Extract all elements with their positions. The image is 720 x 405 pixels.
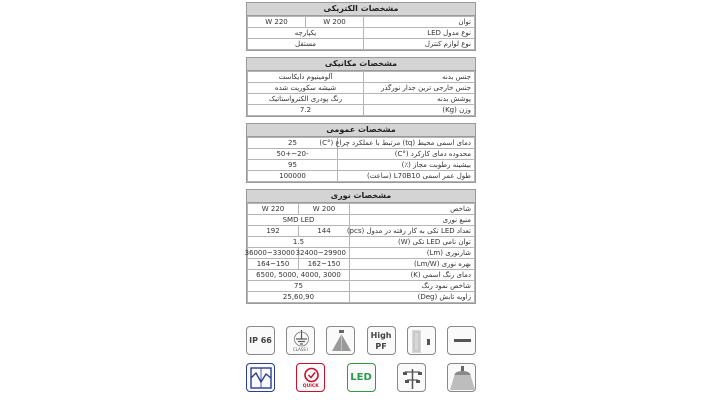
table-row <box>248 215 475 226</box>
row-value: شیشه سکوریت شده <box>248 83 364 94</box>
row-value: رنگ پودری الکترواستاتیک <box>248 94 364 105</box>
row-label: زاویه تابش (Deg) <box>350 292 475 303</box>
table-row <box>248 270 475 281</box>
row-label: پوشش بدنه <box>364 94 475 105</box>
section-title: مشخصات مکانیکی <box>247 58 475 71</box>
row-value: 200 W <box>299 204 350 215</box>
table-row <box>248 281 475 292</box>
row-value: SMD LED <box>248 215 350 226</box>
row-value: مستقل <box>248 39 364 50</box>
section-title: مشخصات عمومی <box>247 124 475 137</box>
row-value: 7.2 <box>248 105 364 116</box>
row-label: شارنوری (Lm) <box>350 248 475 259</box>
feature-icons <box>246 326 476 400</box>
row-value: 192 <box>248 226 299 237</box>
table-row <box>248 226 475 237</box>
quick-connect-icon: QUICK <box>296 363 325 392</box>
led-icon: LED <box>347 363 376 392</box>
table-row <box>248 72 475 83</box>
general-section <box>246 123 476 183</box>
icon-row-bottom <box>246 363 476 392</box>
beam-angle-icon <box>326 326 355 355</box>
row-label: توان نامی LED تکی (W) <box>350 237 475 248</box>
row-value: 100000 <box>248 171 338 182</box>
row-value: 25 <box>248 138 338 149</box>
table-row <box>248 17 475 28</box>
table-row <box>248 83 475 94</box>
row-value: 150~162 <box>299 259 350 270</box>
row-label: شاخص <box>350 204 475 215</box>
row-value: 75 <box>248 281 350 292</box>
row-value: 1.5 <box>248 237 350 248</box>
high-bay-icon <box>447 363 476 392</box>
section-title: مشخصات نوری <box>247 190 475 203</box>
table-row <box>248 105 475 116</box>
row-label: بهره نوری (Lm/W) <box>350 259 475 270</box>
table-row <box>248 237 475 248</box>
surge-protection-icon <box>246 363 275 392</box>
row-label: توان <box>364 17 475 28</box>
row-value: -20~+50 <box>248 149 338 160</box>
row-label: وزن (Kg) <box>364 105 475 116</box>
row-label: شاخص نمود رنگ <box>350 281 475 292</box>
row-value: 200 W <box>306 17 364 28</box>
row-value: 150~164 <box>248 259 299 270</box>
row-label: محدوده دمای کارکرد (°C) <box>338 149 475 160</box>
ip66-icon: IP 66 <box>246 326 275 355</box>
row-label: طول عمر اسمی L70B10 (ساعت) <box>338 171 475 182</box>
row-label: نوع لوازم کنترل <box>364 39 475 50</box>
electrical-table <box>247 16 475 50</box>
row-label: دمای اسمی محیط (tq) مرتبط با عملکرد چراغ (°C) <box>338 138 475 149</box>
section-title: مشخصات الکتریکی <box>247 3 475 16</box>
table-row <box>248 94 475 105</box>
optical-section <box>246 189 476 304</box>
mechanical-section <box>246 57 476 117</box>
row-value: 29900~32400 <box>299 248 350 259</box>
row-value: 95 <box>248 160 338 171</box>
row-value: 3000 ,4000 ,5000 ,6500 <box>248 270 350 281</box>
luminaire-front-icon <box>407 326 436 355</box>
luminaire-side-icon <box>447 326 476 355</box>
table-row <box>248 259 475 270</box>
row-value: 25,60,90 <box>248 292 350 303</box>
row-value: آلومینیوم دایکاست <box>248 72 364 83</box>
row-label: منبع نوری <box>350 215 475 226</box>
row-value: یکپارچه <box>248 28 364 39</box>
table-row <box>248 28 475 39</box>
row-label: بیشینه رطوبت مجاز (٪) <box>338 160 475 171</box>
table-row <box>248 248 475 259</box>
high-pf-icon: High PF <box>367 326 396 355</box>
table-row <box>248 171 475 182</box>
row-label: جنس خارجی ترین جدار نورگذر <box>364 83 475 94</box>
spec-sheet <box>246 2 476 310</box>
icon-row-top <box>246 326 476 355</box>
row-label: نوع مدول LED <box>364 28 475 39</box>
row-value: 144 <box>299 226 350 237</box>
table-row <box>248 138 475 149</box>
row-value: 220 W <box>248 204 299 215</box>
table-row <box>248 160 475 171</box>
row-label: جنس بدنه <box>364 72 475 83</box>
row-label: دمای رنگ اسمی (K) <box>350 270 475 281</box>
row-value: 220 W <box>248 17 306 28</box>
optical-table <box>244 203 475 303</box>
street-light-icon <box>397 363 426 392</box>
table-row <box>248 292 475 303</box>
mechanical-table <box>247 71 475 116</box>
table-row <box>248 39 475 50</box>
table-row <box>248 204 475 215</box>
table-row <box>248 149 475 160</box>
electrical-section <box>246 2 476 51</box>
row-value: 33000~36000 <box>248 248 299 259</box>
class-i-icon: CLASS I <box>286 326 315 355</box>
general-table <box>247 137 475 182</box>
row-label: تعداد LED تکی به کار رفته در مدول (pcs) <box>350 226 475 237</box>
